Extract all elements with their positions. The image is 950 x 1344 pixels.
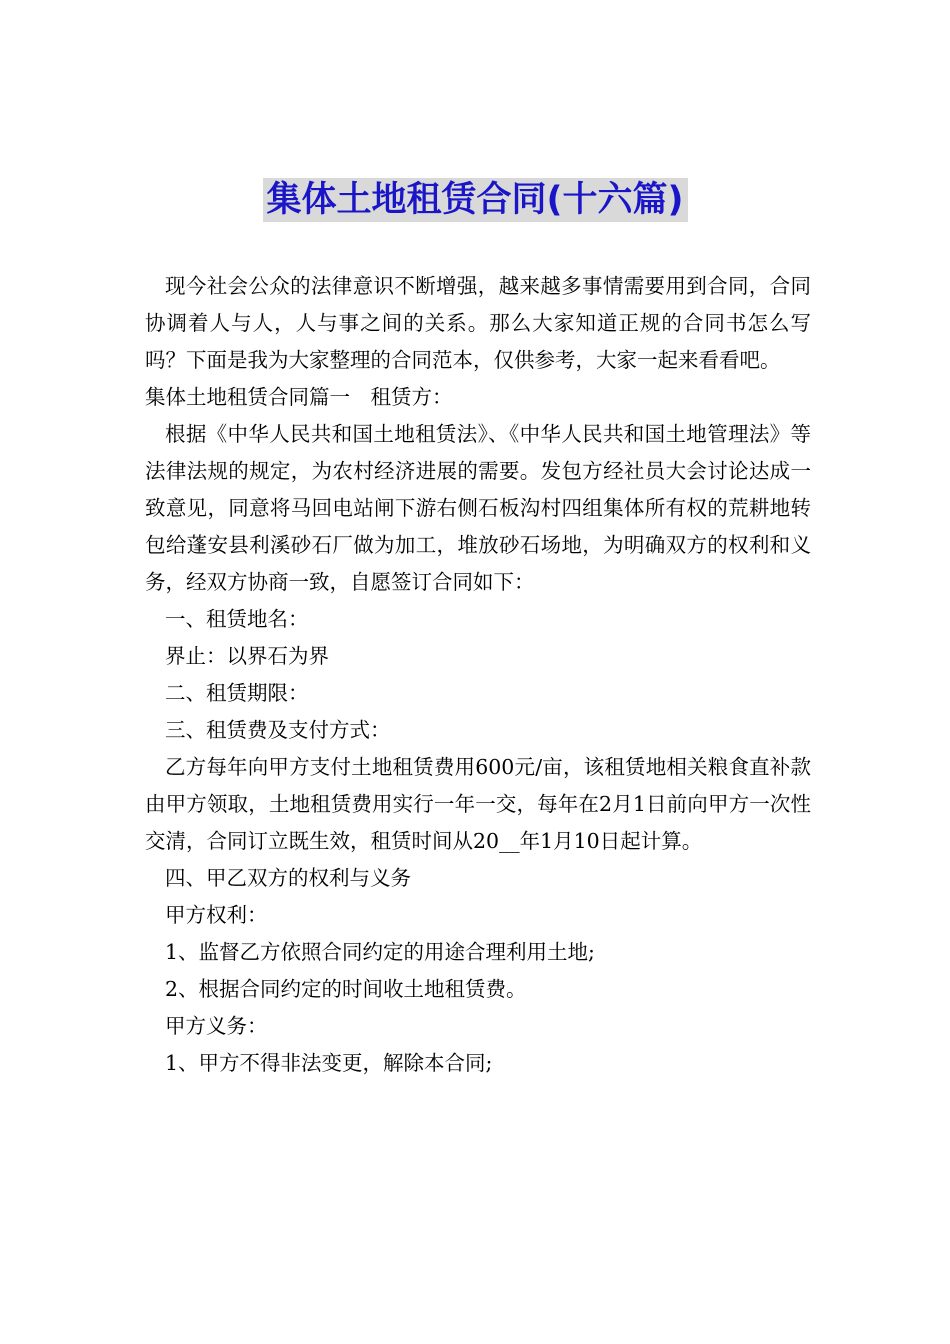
body-paragraph: 根据《中华人民共和国土地租赁法》、《中华人民共和国土地管理法》等法律法规的规定，为农村经济进展的需要。发包方经社员大会讨论达成一致意见，同意将马回电站闸下游右侧石板沟村四组集体所有权的荒耕地转包给蓬安县利溪砂石厂做为加工，堆放砂石场地，为明确双方的权利和义务，经双方协商一致，自愿签订合同如下： xyxy=(145,422,811,594)
clause-heading: 二、租赁期限： xyxy=(165,681,309,705)
clause-heading: 三、租赁费及支付方式： xyxy=(165,718,391,742)
document-title: 集体土地租赁合同(十六篇) xyxy=(263,178,688,222)
list-item: 2、根据合同约定的时间收土地租赁费。 xyxy=(165,977,527,1001)
intro-paragraph: 现今社会公众的法律意识不断增强，越来越多事情需要用到合同，合同协调着人与人，人与事之间的关系。那么大家知道正规的合同书怎么写吗？下面是我为大家整理的合同范本，仅供参考，大家一起来看看吧。 xyxy=(145,274,811,372)
clause-subheading: 甲方权利： xyxy=(165,903,268,927)
clause-subheading: 甲方义务： xyxy=(165,1014,268,1038)
body-paragraph: 乙方每年向甲方支付土地租赁费用600元/亩，该租赁地相关粮食直补款由甲方领取，土地租赁费用实行一年一交，每年在2月1日前向甲方一次性交清，合同订立既生效，租赁时间从20__年1月10日起计算。 xyxy=(145,755,811,853)
clause-heading: 一、租赁地名： xyxy=(165,607,309,631)
section-heading: 集体土地租赁合同篇一 租赁方： xyxy=(145,385,453,409)
clause-heading: 四、甲乙双方的权利与义务 xyxy=(165,866,411,890)
document-body xyxy=(145,268,811,1082)
list-item: 1、监督乙方依照合同约定的用途合理利用土地; xyxy=(165,940,595,964)
clause-line: 界止：以界石为界 xyxy=(165,644,329,668)
list-item: 1、甲方不得非法变更，解除本合同; xyxy=(165,1051,493,1075)
title-container xyxy=(0,178,950,222)
